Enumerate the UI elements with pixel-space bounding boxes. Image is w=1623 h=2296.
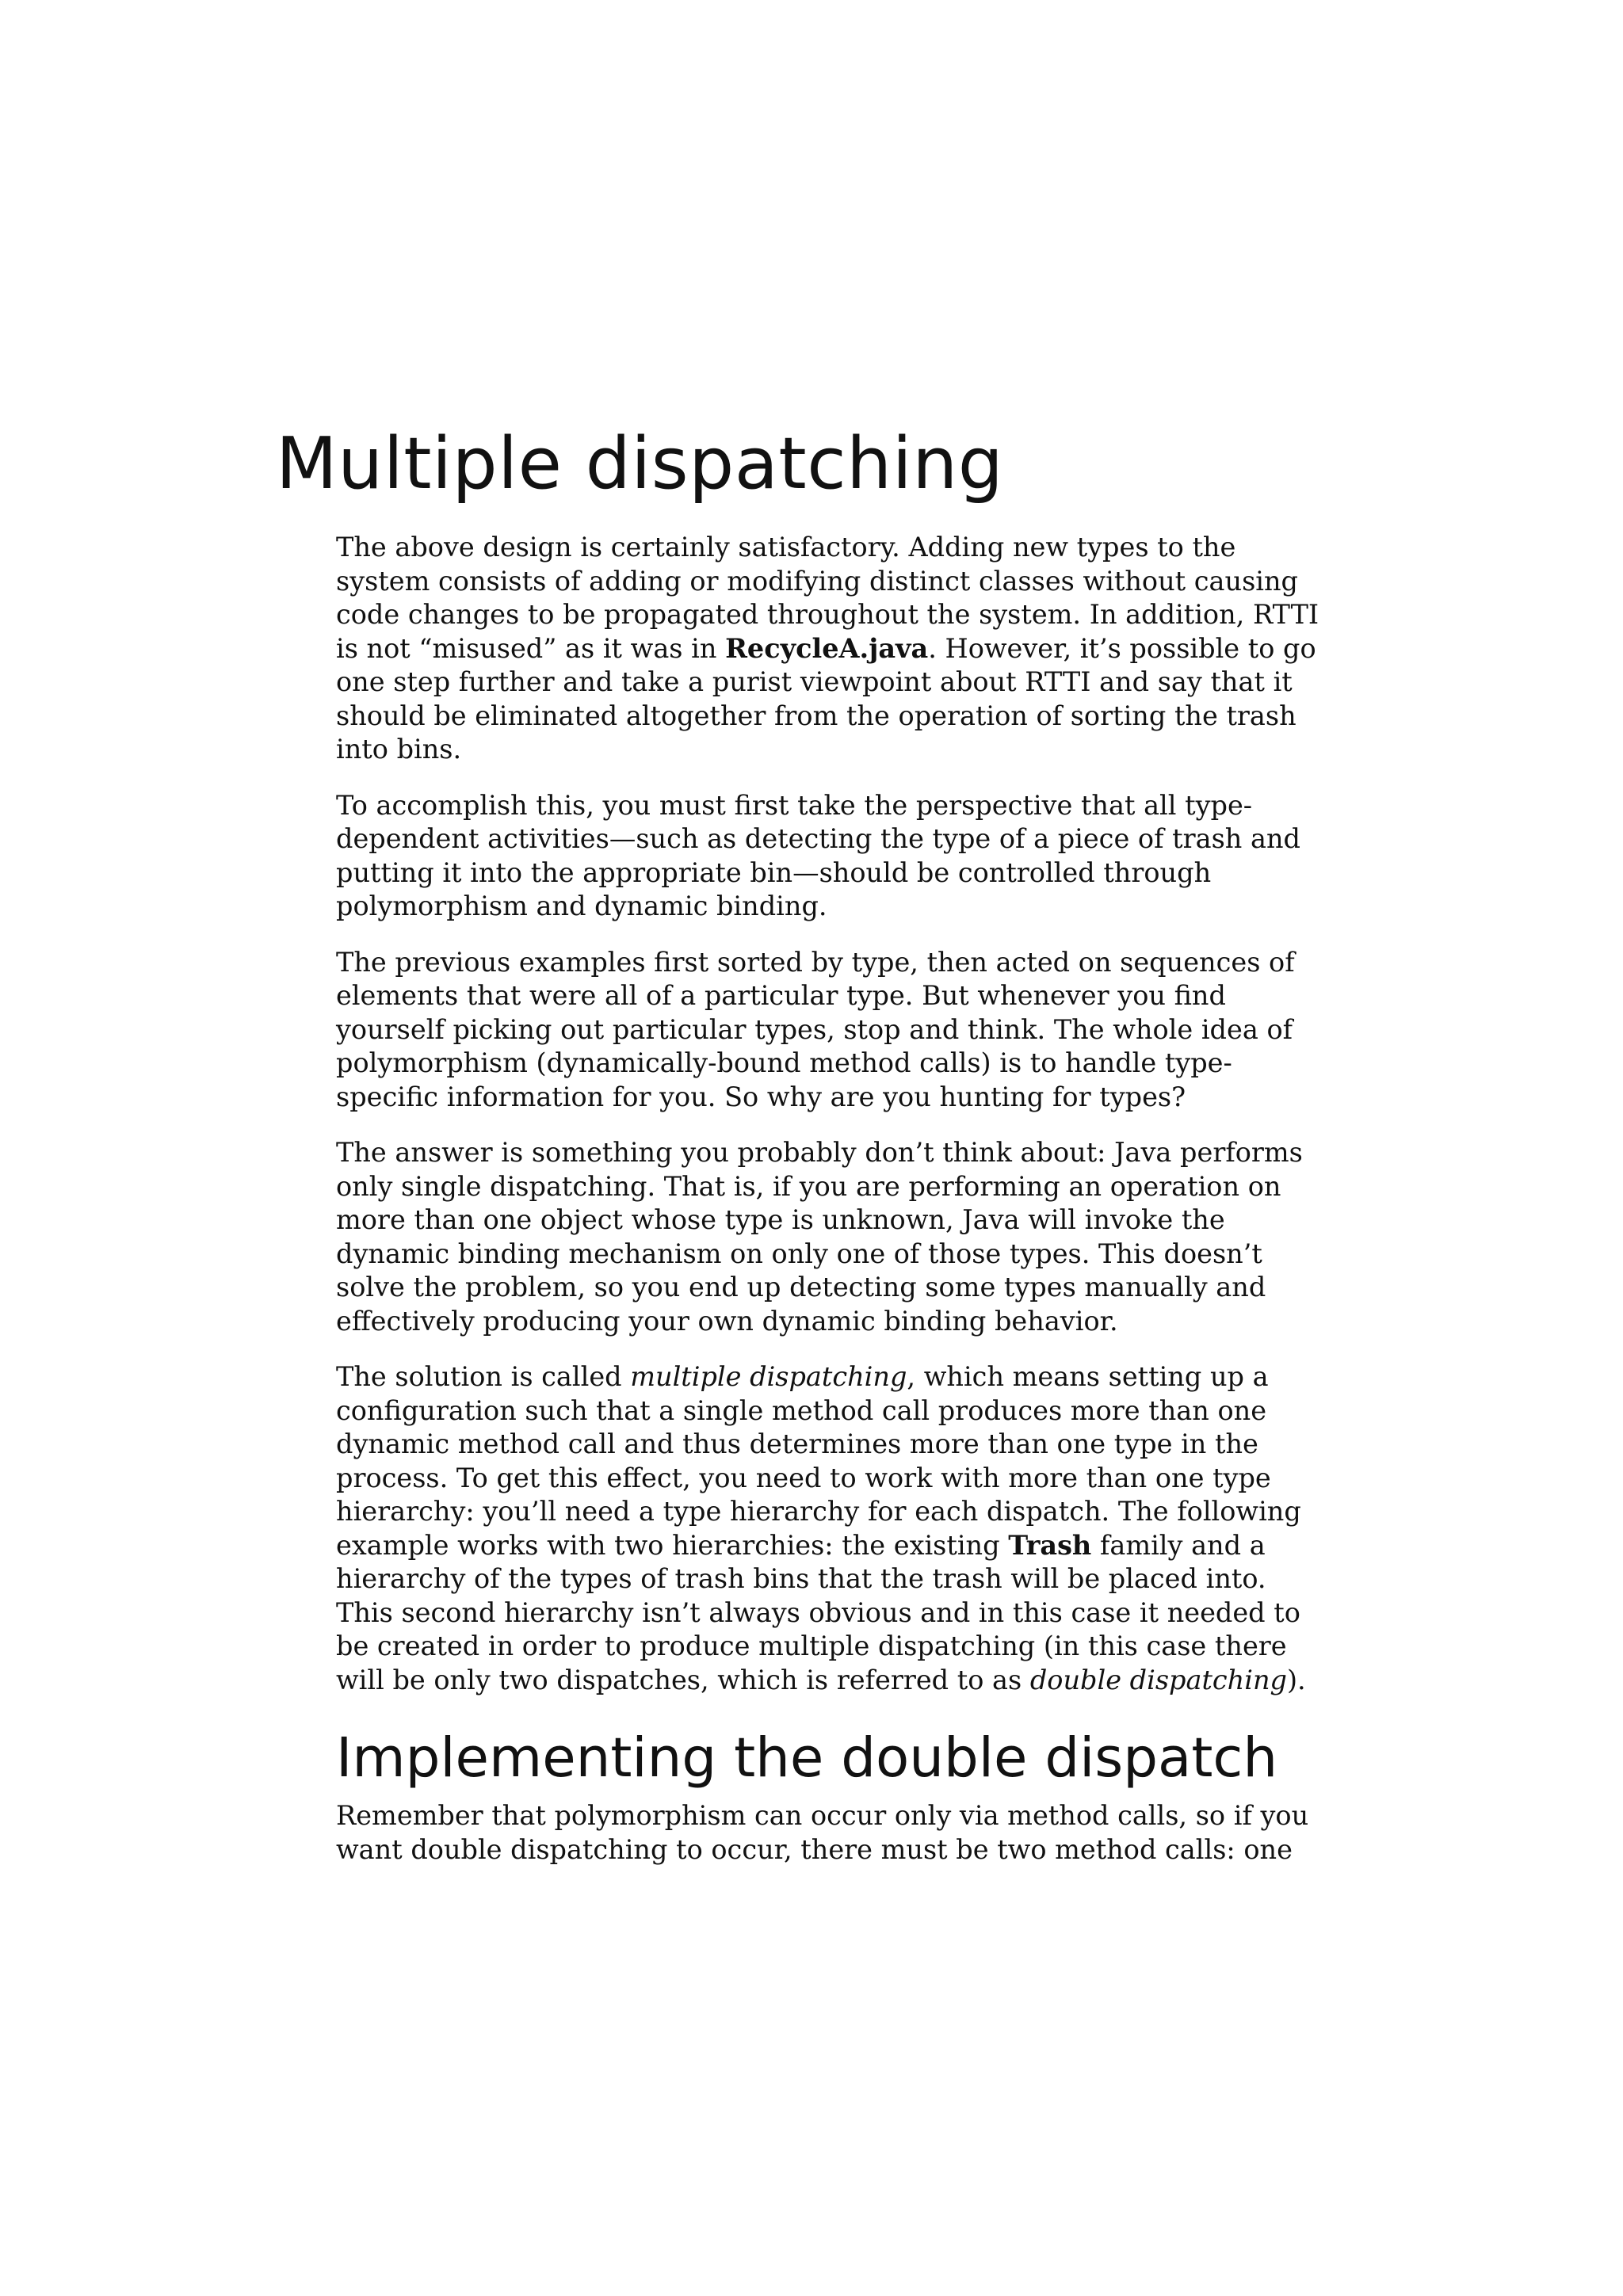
section-title: Multiple dispatching [276, 422, 1004, 505]
paragraph-4: The answer is something you probably don’t think about: Java performs only single dispatching. That is, if you are performing an operation on more than one object whose type is unknown, Java will invoke the dynamic binding mechanism on only one of those types. This doesn’t solve the problem, so you end up detecting some types manually and effectively producing your own dynamic binding behavior. [336, 1137, 1303, 1337]
subsection-title: Implementing the double dispatch [336, 1726, 1278, 1790]
subsection-paragraph: Remember that polymorphism can occur only via method calls, so if you want double dispatching to occur, there must be two method calls: one [336, 1800, 1309, 1865]
paragraph-5-text-b: , which means setting up a configuration such that a single method call produces more than one dynamic method call and thus determines more than one type in the process. To get this effect, you need to work with more than one type hierarchy: you’ll need a type hierarchy for each dispatch. The following example works with two hierarchies: the existing [336, 1361, 1301, 1561]
body-text [336, 531, 1323, 1889]
paragraph-1-text-b: . However, it’s possible to go one step further and take a purist viewpoint about RTTI and say that it should be eliminated altogether from the operation of sorting the trash into bins. [336, 632, 1316, 765]
paragraph-3: The previous examples first sorted by type, then acted on sequences of elements that were all of a particular type. But whenever you find yourself picking out particular types, stop and think. The whole idea of polymorphism (dynamically-bound method calls) is to handle type-specific information for you. So why are you hunting for types? [336, 946, 1295, 1112]
paragraph-5-text-c: family and a hierarchy of the types of trash bins that the trash will be placed into. This second hierarchy isn’t always obvious and in this case it needed to be created in order to produce multiple dispatching (in this case there will be only two dispatches, which is referred to as [336, 1529, 1300, 1695]
paragraph-5 [336, 1360, 1323, 1697]
paragraph-1 [336, 531, 1323, 767]
paragraph-1-text-a: The above design is certainly satisfactory. Adding new types to the system consists of adding or modifying distinct classes without causing code changes to be propagated throughout the system. In addition, RTTI is not “misused” as it was in [336, 532, 1319, 664]
paragraph-5-text-d: ). [1286, 1664, 1306, 1695]
class-name-trash: Trash [1008, 1529, 1092, 1561]
term-multiple-dispatching: multiple dispatching [630, 1361, 907, 1392]
class-name-recyclea: RecycleA.java [725, 632, 929, 664]
paragraph-2: To accomplish this, you must first take the perspective that all type-dependent activities—such as detecting the type of a piece of trash and putting it into the appropriate bin—should be controlled through polymorphism and dynamic binding. [336, 789, 1300, 921]
term-double-dispatching: double dispatching [1029, 1664, 1287, 1695]
paragraph-5-text-a: The solution is called [336, 1361, 631, 1392]
